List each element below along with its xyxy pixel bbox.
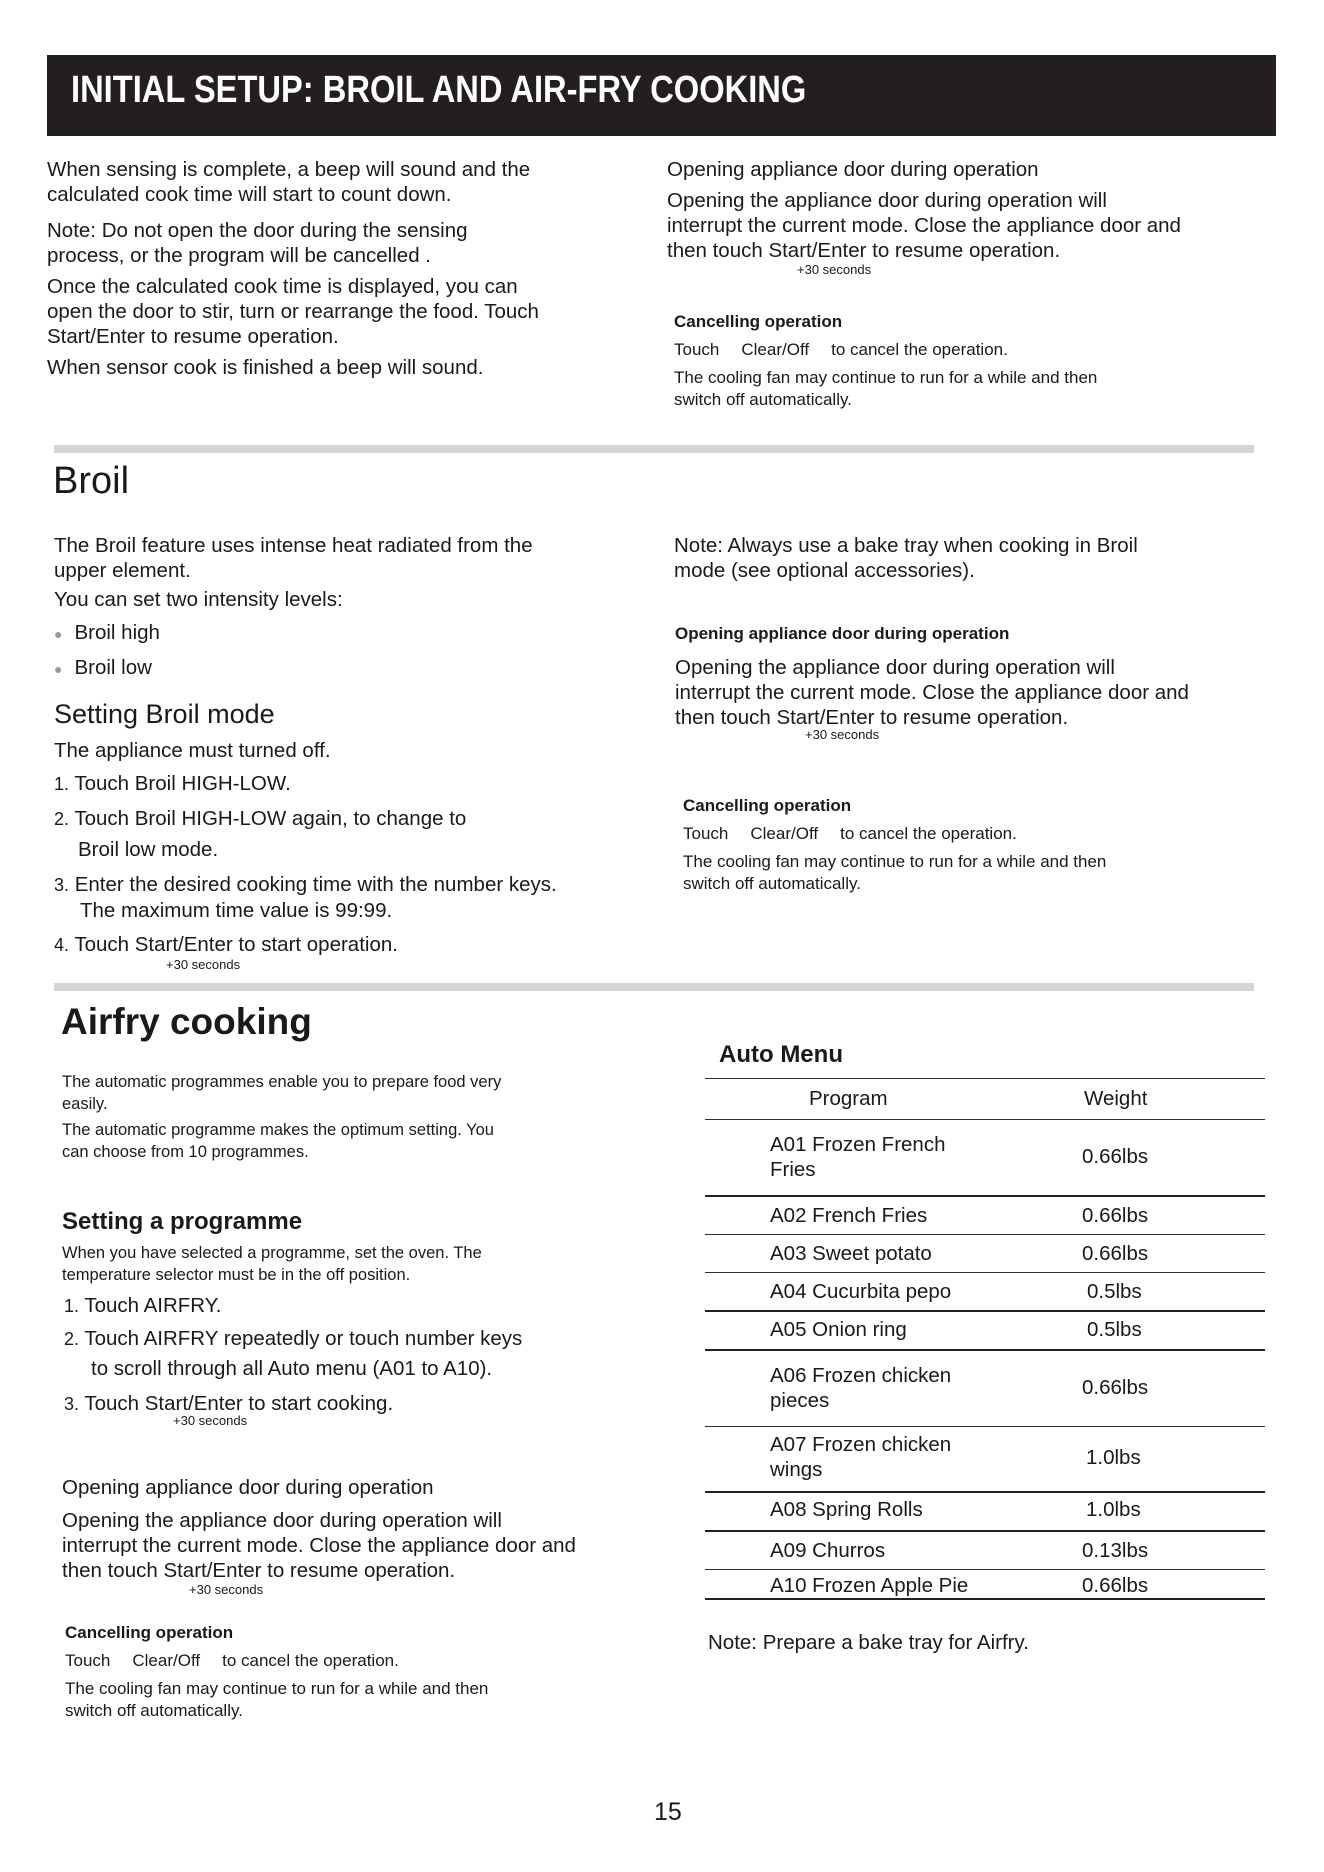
plus30-label: +30 seconds: [189, 1582, 264, 1597]
setting-text-line2: temperature selector must be in the off position.: [62, 1266, 411, 1284]
step-text: Touch Broil HIGH-LOW.: [74, 772, 291, 795]
row-program: [770, 1432, 951, 1482]
table-row: [705, 1493, 1265, 1530]
program-name-cont: pieces: [770, 1389, 830, 1412]
sensor-p1-line2: calculated cook time will start to count down.: [47, 183, 452, 206]
table-row: [705, 1235, 1265, 1272]
row-program: [770, 1132, 945, 1182]
step-text: Touch AIRFRY.: [84, 1294, 222, 1317]
broil-level-low: Broil low: [74, 656, 152, 679]
airfry-intro1-line2: easily.: [62, 1095, 108, 1113]
cancel-fan-line2: switch off automatically.: [65, 1701, 243, 1720]
row-program: A10 Frozen Apple Pie: [770, 1574, 969, 1597]
airfry-title: Airfry cooking: [61, 1001, 312, 1042]
setting-text-line1: When you have selected a programme, set the oven. The: [62, 1244, 482, 1262]
setting-programme-title: Setting a programme: [62, 1208, 303, 1235]
door-text-line2: interrupt the current mode. Close the appliance door and: [667, 214, 1181, 237]
cancel-rest: to cancel the operation.: [840, 824, 1017, 843]
step-text: Touch Broil HIGH-LOW again, to change to: [74, 807, 467, 830]
sensor-p1-line1: When sensing is complete, a beep will sound and the: [47, 158, 531, 181]
broil-note: [674, 533, 1294, 583]
row-weight: 0.66lbs: [1082, 1145, 1149, 1168]
top-door-section: [667, 157, 1287, 263]
plus30-label: +30 seconds: [166, 957, 241, 972]
list-item: [64, 1326, 684, 1352]
plus30-label: +30 seconds: [797, 262, 872, 277]
broil-cancel-section: [683, 823, 1303, 895]
program-name-cont: Fries: [770, 1158, 816, 1181]
sensor-note-line2: process, or the program will be cancelled .: [47, 244, 431, 267]
auto-menu-note: Note: Prepare a bake tray for Airfry.: [708, 1631, 1029, 1654]
step-text: Touch Start/Enter to start cooking.: [84, 1392, 394, 1415]
step-text-cont: to scroll through all Auto menu (A01 to A10).: [91, 1357, 493, 1380]
broil-intro-section: [54, 533, 654, 682]
broil-steps: [54, 738, 674, 958]
table-header: [705, 1079, 1265, 1119]
list-item: ● Broil high: [54, 621, 160, 644]
list-item: [54, 872, 674, 898]
step-num: 2.: [54, 809, 70, 829]
row-weight: 0.13lbs: [1082, 1539, 1149, 1562]
cancel-line: [674, 339, 1294, 361]
step-text: Touch AIRFRY repeatedly or touch number keys: [84, 1327, 523, 1350]
broil-door-line2: interrupt the current mode. Close the appliance door and: [675, 681, 1189, 704]
cancel-rest: to cancel the operation.: [831, 340, 1008, 359]
broil-title: Broil: [53, 460, 130, 502]
setting-programme-text: [62, 1242, 662, 1286]
clear-off-key: Clear/Off: [132, 1651, 201, 1670]
clear-off-key: Clear/Off: [741, 340, 810, 359]
cancel-line: [683, 823, 1303, 845]
table-row: [705, 1351, 1265, 1426]
broil-door-title: Opening appliance door during operation: [675, 624, 1010, 643]
broil-level-high: Broil high: [74, 621, 160, 644]
step-num: 3.: [54, 875, 70, 895]
row-weight: 0.66lbs: [1082, 1574, 1149, 1597]
cancel-touch: Touch: [683, 824, 729, 843]
list-item: [64, 1391, 684, 1417]
table-row: [705, 1532, 1265, 1569]
airfry-door-title: Opening appliance door during operation: [62, 1476, 434, 1499]
airfry-door-section: [62, 1475, 702, 1583]
broil-door-line1: Opening the appliance door during operation will: [675, 656, 1115, 679]
row-program: A08 Spring Rolls: [770, 1498, 923, 1521]
row-weight: 0.66lbs: [1082, 1376, 1149, 1399]
broil-must-off: The appliance must turned off.: [54, 739, 331, 762]
row-program: A09 Churros: [770, 1539, 886, 1562]
table-row: [705, 1312, 1265, 1349]
row-weight: 0.66lbs: [1082, 1242, 1149, 1265]
cancel-fan-line1: The cooling fan may continue to run for a while and then: [65, 1679, 489, 1698]
step-num: 1.: [64, 1296, 80, 1316]
table-row: [705, 1427, 1265, 1491]
step-num: 4.: [54, 935, 70, 955]
clear-off-key: Clear/Off: [750, 824, 819, 843]
row-program: A04 Cucurbita pepo: [770, 1280, 952, 1303]
door-text-line3: then touch Start/Enter to resume operation.: [667, 239, 1061, 262]
broil-levels-intro: You can set two intensity levels:: [54, 588, 343, 611]
cancel-section: [674, 339, 1294, 411]
airfry-steps: [64, 1293, 684, 1417]
auto-menu-table: [705, 1078, 1265, 1600]
divider: [54, 983, 1254, 991]
row-weight: 0.5lbs: [1087, 1280, 1142, 1303]
table-row: [705, 1120, 1265, 1195]
cancel-fan-line2: switch off automatically.: [674, 390, 852, 409]
step-text-cont: The maximum time value is 99:99.: [80, 899, 393, 922]
program-name-cont: wings: [770, 1458, 823, 1481]
page-title: INITIAL SETUP: BROIL AND AIR-FRY COOKING: [71, 69, 807, 111]
cancel-fan-line1: The cooling fan may continue to run for a while and then: [674, 368, 1098, 387]
page-number: 15: [654, 1798, 682, 1826]
airfry-door-line3: then touch Start/Enter to resume operation.: [62, 1559, 456, 1582]
col-program: Program: [809, 1087, 888, 1110]
airfry-intro: [62, 1071, 662, 1163]
cancel-line: [65, 1650, 685, 1672]
row-program: A03 Sweet potato: [770, 1242, 932, 1265]
airfry-cancel-title: Cancelling operation: [65, 1623, 234, 1642]
cancel-rest: to cancel the operation.: [222, 1651, 399, 1670]
sensor-note-line1: Note: Do not open the door during the sensing: [47, 219, 468, 242]
row-weight: 0.5lbs: [1087, 1318, 1142, 1341]
cancel-touch: Touch: [65, 1651, 111, 1670]
row-weight: 1.0lbs: [1086, 1446, 1141, 1469]
row-program: [770, 1363, 951, 1413]
setting-broil-title: Setting Broil mode: [54, 699, 275, 729]
airfry-intro1-line1: The automatic programmes enable you to prepare food very: [62, 1073, 502, 1091]
cancel-touch: Touch: [674, 340, 720, 359]
divider: [54, 445, 1254, 453]
plus30-label: +30 seconds: [173, 1413, 248, 1428]
program-name: A01 Frozen French: [770, 1133, 946, 1156]
airfry-door-line2: interrupt the current mode. Close the appliance door and: [62, 1534, 576, 1557]
sensor-p2-line1: Once the calculated cook time is displayed, you can: [47, 275, 518, 298]
step-text-cont: Broil low mode.: [78, 838, 219, 861]
airfry-cancel-section: [65, 1650, 685, 1722]
list-item: [54, 806, 674, 832]
broil-note-line2: mode (see optional accessories).: [674, 559, 975, 582]
header-bar: [47, 55, 1276, 136]
door-title: Opening appliance door during operation: [667, 158, 1039, 181]
list-item: [64, 1293, 684, 1319]
step-text: Touch Start/Enter to start operation.: [74, 933, 398, 956]
airfry-door-line1: Opening the appliance door during operation will: [62, 1509, 502, 1532]
program-name: A07 Frozen chicken: [770, 1433, 952, 1456]
broil-intro-line1: The Broil feature uses intense heat radiated from the: [54, 534, 533, 557]
broil-cancel-title: Cancelling operation: [683, 796, 852, 815]
program-name: A06 Frozen chicken: [770, 1364, 952, 1387]
table-rule: [705, 1598, 1265, 1600]
col-weight: Weight: [1084, 1087, 1148, 1110]
broil-note-line1: Note: Always use a bake tray when cooking in Broil: [674, 534, 1138, 557]
cancel-fan-line1: The cooling fan may continue to run for a while and then: [683, 852, 1107, 871]
cancel-fan-line2: switch off automatically.: [683, 874, 861, 893]
list-item: [54, 771, 674, 797]
step-text: Enter the desired cooking time with the number keys.: [74, 873, 557, 896]
airfry-intro2-line2: can choose from 10 programmes.: [62, 1143, 309, 1161]
list-item: [54, 932, 674, 958]
broil-intro-line2: upper element.: [54, 559, 191, 582]
step-num: 1.: [54, 774, 70, 794]
row-program: A02 French Fries: [770, 1204, 928, 1227]
sensor-p2-line3: Start/Enter to resume operation.: [47, 325, 339, 348]
step-num: 2.: [64, 1329, 80, 1349]
row-program: A05 Onion ring: [770, 1318, 907, 1341]
list-item: ● Broil low: [54, 656, 152, 679]
sensor-section: [47, 157, 647, 380]
cancel-title: Cancelling operation: [674, 312, 843, 331]
table-row: [705, 1197, 1265, 1234]
table-row: [705, 1570, 1265, 1598]
table-row: [705, 1273, 1265, 1310]
step-num: 3.: [64, 1394, 80, 1414]
auto-menu-title: Auto Menu: [719, 1041, 843, 1068]
door-text-line1: Opening the appliance door during operation will: [667, 189, 1107, 212]
plus30-label: +30 seconds: [805, 727, 880, 742]
broil-door-line3: then touch Start/Enter to resume operation.: [675, 706, 1069, 729]
airfry-intro2-line1: The automatic programme makes the optimum setting. You: [62, 1121, 494, 1139]
row-weight: 0.66lbs: [1082, 1204, 1149, 1227]
sensor-p2-line2: open the door to stir, turn or rearrange the food. Touch: [47, 300, 539, 323]
row-weight: 1.0lbs: [1086, 1498, 1141, 1521]
broil-door-section: [675, 655, 1295, 730]
sensor-p3: When sensor cook is finished a beep will sound.: [47, 356, 484, 379]
